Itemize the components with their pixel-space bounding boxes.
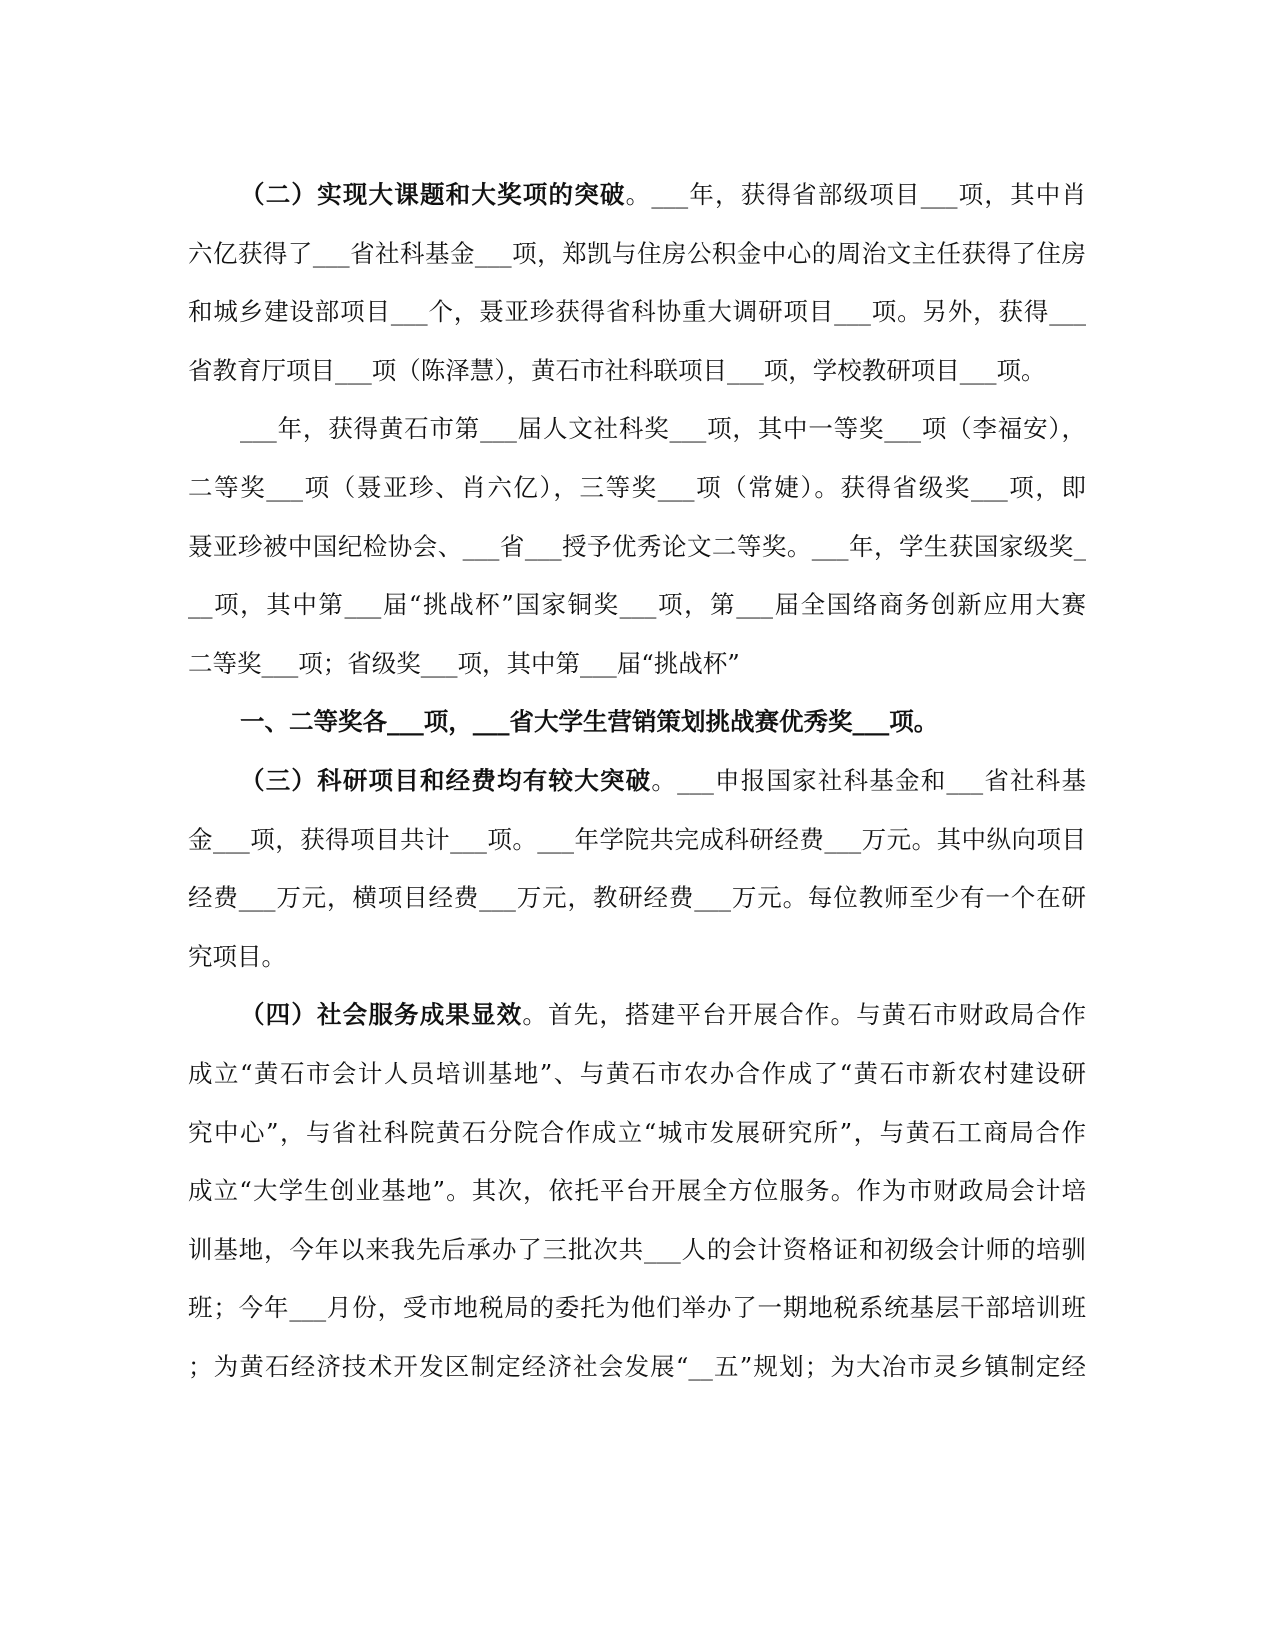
text-line-row [188,1279,1086,1338]
text-line: ；为黄石经济技术开发区制定经济社会发展“__五”规划；为大冶市灵乡镇制定经 [188,1351,1086,1381]
text-line-row [188,400,1086,459]
text-line: 二等奖___项（聂亚珍、肖六亿），三等奖___项（常婕）。获得省级奖___项，即 [188,472,1086,502]
bold-text-line: 一、二等奖各___项，___省大学生营销策划挑战赛优秀奖___项。 [240,707,939,737]
text-line-row [188,1104,1086,1163]
text-line: 聂亚珍被中国纪检协会、___省___授予优秀论文二等奖。___年，学生获国家级奖_ [188,531,1086,561]
text-line-row [188,1338,1086,1397]
text-line-row [188,576,1086,635]
text-line-row [188,869,1086,928]
text-line: 和城乡建设部项目___个，聂亚珍获得省科协重大调研项目___项。另外，获得___ [188,297,1086,327]
text-line: 经费___万元，横项目经费___万元，教研经费___万元。每位教师至少有一个在研 [188,883,1086,913]
text-line: 二等奖___项；省级奖___项，其中第___届“挑战杯” [188,648,740,678]
paragraph-3-heading-line [188,752,1086,811]
text-line-row [188,1221,1086,1280]
section-heading-2: （二）实现大课题和大奖项的突破 [240,180,626,209]
text-line-row [188,225,1086,284]
text-line: 省教育厅项目___项（陈泽慧），黄石市社科联项目___项，学校教研项目___项。 [188,355,1046,385]
text-line: 究项目。 [188,941,286,971]
bold-line-row [188,693,1086,752]
text-line: 。首先，搭建平台开展合作。与黄石市财政局合作 [522,1000,1086,1030]
document-body [188,166,1086,1396]
text-line: 班；今年___月份，受市地税局的委托为他们举办了一期地税系统基层干部培训班 [188,1293,1086,1323]
text-line-row [188,283,1086,342]
text-line: 成立“大学生创业基地”。其次，依托平台开展全方位服务。作为市财政局会计培 [188,1176,1086,1206]
text-line-row [188,1162,1086,1221]
paragraph-2-heading-line [188,166,1086,225]
text-line-row [188,928,1086,987]
text-line: 。___申报国家社科基金和___省社科基 [651,765,1087,795]
text-line-row [188,518,1086,577]
paragraph-4-heading-line [188,986,1086,1045]
text-line: 训基地，今年以来我先后承办了三批次共___人的会计资格证和初级会计师的培驯 [188,1234,1086,1264]
section-heading-4: （四）社会服务成果显效 [240,1000,523,1030]
text-line: 金___项，获得项目共计___项。___年学院共完成科研经费___万元。其中纵向项目 [188,824,1086,854]
text-line-row [188,1045,1086,1104]
text-line-row [188,342,1086,401]
text-line-row [188,459,1086,518]
text-line: 六亿获得了___省社科基金___项，郑凯与住房公积金中心的周治文主任获得了住房 [188,238,1086,268]
text-line: 成立“黄石市会计人员培训基地”、与黄石市农办合作成了“黄石市新农村建设研 [188,1058,1086,1088]
text-line-row [188,811,1086,870]
text-line: 究中心”，与省社科院黄石分院合作成立“城市发展研究所”，与黄石工商局合作 [188,1117,1086,1147]
text-line-row [188,635,1086,694]
text-line: __项，其中第___届“挑战杯”国家铜奖___项，第___届全国络商务创新应用大赛 [188,590,1086,620]
text-line: 。___年，获得省部级项目___项，其中肖 [625,180,1087,209]
section-heading-3: （三）科研项目和经费均有较大突破 [240,765,652,795]
text-line: ___年，获得黄石市第___届人文社科奖___项，其中一等奖___项（李福安）， [240,414,1086,444]
